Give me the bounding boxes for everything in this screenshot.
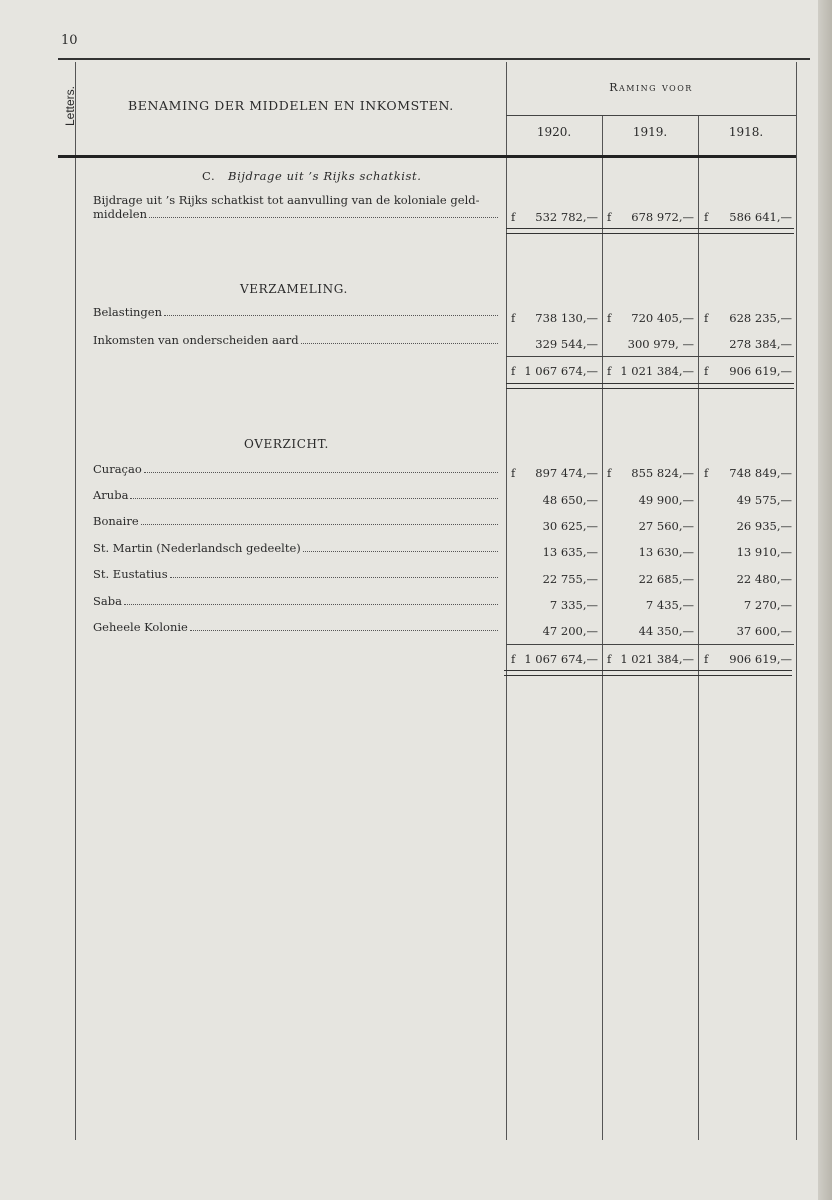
- overzicht-double-rule: [504, 670, 792, 676]
- verzameling-belastingen-1918: f 628 235,—: [704, 311, 792, 325]
- overzicht-row-geheele-kolonie: Geheele Kolonie: [93, 620, 500, 634]
- section-c-letter: C.: [202, 169, 216, 183]
- right-column-rule: [796, 62, 797, 1140]
- top-rule: [58, 58, 810, 60]
- overzicht-st-eustatius-1918: 22 480,—: [736, 572, 792, 586]
- overzicht-aruba-1919: 49 900,—: [638, 493, 694, 507]
- section-c-1920: f 532 782,—: [511, 210, 598, 224]
- verzameling-belastingen-1919: f 720 405,—: [607, 311, 694, 325]
- verzameling-belastingen-1920: f 738 130,—: [511, 311, 598, 325]
- page-number: 10: [61, 33, 78, 48]
- section-c-title: Bijdrage uit ’s Rijks schatkist.: [228, 169, 422, 183]
- verzameling-inkomsten-1920: 329 544,—: [535, 337, 598, 351]
- section-c-line1: Bijdrage uit ’s Rijks schatkist tot aanvulling van de koloniale geld-: [93, 193, 480, 207]
- overzicht-st-eustatius-1919: 22 685,—: [638, 572, 694, 586]
- overzicht-geheele-kolonie-1920: 47 200,—: [542, 624, 598, 638]
- overzicht-st-eustatius-1920: 22 755,—: [542, 572, 598, 586]
- section-c-heading: [202, 169, 422, 183]
- label-column-rule: [506, 62, 507, 1140]
- overzicht-saba-1918: 7 270,—: [743, 598, 792, 612]
- overzicht-row-st-martin: St. Martin (Nederlandsch gedeelte): [93, 541, 500, 555]
- overzicht-st-martin-1920: 13 635,—: [542, 545, 598, 559]
- page-edge: [818, 0, 832, 1200]
- verzameling-total-1919: f 1 021 384,—: [607, 364, 694, 378]
- overzicht-heading: OVERZICHT.: [244, 437, 329, 451]
- overzicht-subtotal-rule: [506, 644, 794, 645]
- verzameling-double-rule: [506, 383, 794, 389]
- overzicht-geheele-kolonie-1919: 44 350,—: [638, 624, 694, 638]
- overzicht-geheele-kolonie-1918: 37 600,—: [736, 624, 792, 638]
- verzameling-row-belastingen: Belastingen: [93, 305, 500, 319]
- overzicht-total-1919: f 1 021 384,—: [607, 652, 694, 666]
- overzicht-aruba-1918: 49 575,—: [736, 493, 792, 507]
- overzicht-curacao-1920: f 897 474,—: [511, 466, 598, 480]
- section-c-1918: f 586 641,—: [704, 210, 792, 224]
- section-c-1919: f 678 972,—: [607, 210, 694, 224]
- verzameling-subtotal-rule: [506, 356, 794, 357]
- letters-heading: Letters.: [63, 85, 77, 127]
- overzicht-row-curacao: Curaçao: [93, 462, 500, 476]
- overzicht-total-1920: f 1 067 674,—: [511, 652, 598, 666]
- letters-column-rule: [75, 62, 76, 1140]
- overzicht-curacao-1918: f 748 849,—: [704, 466, 792, 480]
- overzicht-row-st-eustatius: St. Eustatius: [93, 567, 500, 581]
- verzameling-inkomsten-1919: 300 979, —: [627, 337, 694, 351]
- verzameling-heading: VERZAMELING.: [240, 282, 348, 296]
- raming-rule: [506, 115, 796, 116]
- overzicht-total-1918: f 906 619,—: [704, 652, 792, 666]
- section-c-double-rule: [506, 228, 794, 234]
- overzicht-bonaire-1919: 27 560,—: [638, 519, 694, 533]
- overzicht-saba-1919: 7 435,—: [645, 598, 694, 612]
- year1919-column-rule: [602, 116, 603, 1140]
- overzicht-aruba-1920: 48 650,—: [542, 493, 598, 507]
- year-1918: 1918.: [728, 125, 764, 139]
- year-1919: 1919.: [632, 125, 668, 139]
- overzicht-row-saba: Saba: [93, 594, 500, 608]
- overzicht-st-martin-1918: 13 910,—: [736, 545, 792, 559]
- overzicht-bonaire-1920: 30 625,—: [542, 519, 598, 533]
- verzameling-total-1918: f 906 619,—: [704, 364, 792, 378]
- overzicht-st-martin-1919: 13 630,—: [638, 545, 694, 559]
- verzameling-row-inkomsten: Inkomsten van onderscheiden aard: [93, 333, 500, 347]
- overzicht-row-bonaire: Bonaire: [93, 514, 500, 528]
- year-1920: 1920.: [536, 125, 572, 139]
- section-c-line2: middelen: [93, 207, 500, 221]
- overzicht-curacao-1919: f 855 824,—: [607, 466, 694, 480]
- year1918-column-rule: [698, 116, 699, 1140]
- header-bottom-rule: [58, 155, 796, 158]
- overzicht-saba-1920: 7 335,—: [549, 598, 598, 612]
- verzameling-inkomsten-1918: 278 384,—: [729, 337, 792, 351]
- raming-heading: Raming voor: [609, 81, 693, 94]
- verzameling-total-1920: f 1 067 674,—: [511, 364, 598, 378]
- overzicht-bonaire-1918: 26 935,—: [736, 519, 792, 533]
- table-title: BENAMING DER MIDDELEN EN INKOMSTEN.: [128, 98, 454, 113]
- overzicht-row-aruba: Aruba: [93, 488, 500, 502]
